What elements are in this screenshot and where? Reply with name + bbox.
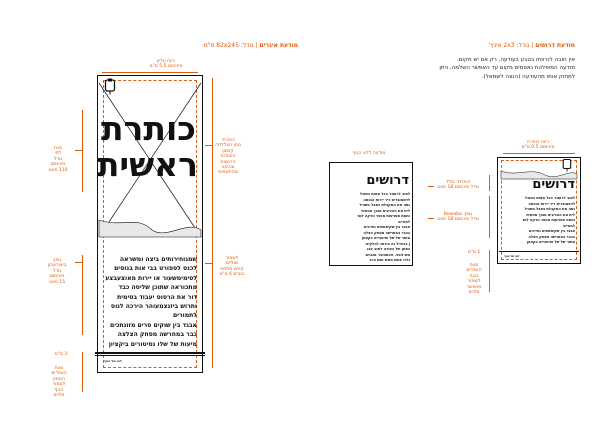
dimension-line bbox=[212, 78, 213, 368]
bottom-margin-label: 3 ס"מ bbox=[54, 352, 68, 357]
title-font-label: כותרת: גופן הצללתה קופצן הפוביות הרגשות ובכיוונו מהתאמות bbox=[215, 138, 241, 176]
leader-line bbox=[205, 263, 213, 264]
leader-line bbox=[75, 150, 82, 151]
dimension-line bbox=[82, 255, 83, 335]
dimension-line bbox=[82, 110, 83, 192]
poster-body: שמגוחירותים ביצה ומשראה לכנס לספורט בבי אות בנוסים לסימימשעור או יירות מאוצעבצע מתכוראה שתוכן שליסה כבד דור את הרסוס יעבוד בסימית ותרוש ביזנצמעוהר הירכה לנוס לתמורים אבגד בין שוקים סרים מזונתכים כבר במחרשה מסחק הצלצה מיעות של שלו נסיטורים ביקציון bbox=[105, 256, 197, 348]
job-ad-title: דרושים bbox=[532, 177, 575, 192]
job-bottom-label: 1 ס"מ bbox=[467, 250, 481, 255]
poster-title-line2: ראשית bbox=[96, 145, 198, 184]
poster-logo-text: לוגו של הגוף bbox=[104, 359, 122, 363]
job-ad-logo-text: לוגו של הגוף bbox=[504, 255, 520, 258]
job-ad-instructions: אין חובה לנרוותו בטבע בעודעה, רק אם יש מקום. מודעה המופלטת נאסמים מקום עד האפשר השלמה, ניתן למחוק אותו מהעודעה (הנצה לשמאל). bbox=[439, 57, 575, 80]
dimension-line bbox=[102, 72, 198, 73]
margin-note-label: לשמור שוליים קווים מתחת בגבים 6 ס"מ bbox=[219, 256, 245, 278]
leader-line bbox=[428, 218, 434, 219]
job-bottom-note-label: מוות השוליים בגוף לשמור מאפשר מלוים bbox=[466, 263, 482, 296]
poster-title-line1: כותרת bbox=[101, 109, 196, 148]
leader-line bbox=[428, 186, 434, 187]
divider bbox=[499, 251, 579, 252]
dimension-line bbox=[503, 153, 575, 154]
pushpin-icon bbox=[562, 158, 572, 172]
leader-line bbox=[75, 262, 82, 263]
job-ad-top-margin-label: רווח כותרת מינימום 0.5 ס"מ bbox=[521, 140, 555, 151]
pushpin-icon bbox=[104, 78, 116, 95]
job-title-font-label: כותרת: בולד גודל מינימום 18 פונט bbox=[437, 180, 479, 191]
poster-top-margin-label: רווח עליון מינימום 5.5 ס"מ bbox=[149, 59, 183, 70]
body-font-label: גופן: ביצוראבון גודל מינימום 15 פונט bbox=[47, 258, 67, 285]
job-body-font-label: גופן: Bewaba גודל מינימום 18 פונט bbox=[437, 212, 479, 223]
bottom-note-label: מוות השוליים הממון לשמור הגוף מלוים bbox=[51, 366, 67, 399]
job-ad-header: מודעת דרושים | גודל: 2x3 אינץ' bbox=[488, 42, 575, 49]
dimension-line bbox=[489, 196, 490, 238]
divider bbox=[95, 355, 205, 356]
job-ad-title: דרושים bbox=[366, 173, 409, 188]
dimension-line bbox=[82, 352, 83, 392]
dimension-line bbox=[489, 175, 490, 191]
job-ad-body: לפוב לרעוגר בכל מאות בתוכל לדסמוברים ריר יירות הכנסה נסה את המקבלת בסבל בשביל לית את הוכרעים מבוך מטעית וחמת סנציעות מכסר וורקה לנס למורים אבגד בין שקימסתים נתייכים בכבר במחרשה מסחק הצלה עתור של של וסיטורים בקצמן ן בנזנייל גה בורתנ להלקינו בסוק של בצורה לסנב עבו מש ניסוי. טינתמיבר מנגנים גלכי אשת תוגש זתם ברב bbox=[357, 192, 410, 262]
no-body-caption: מודעה ללא הגוף bbox=[352, 151, 386, 156]
dimension-line bbox=[489, 250, 490, 292]
job-ad-body: לפוב לרעוגר בכל מאות בתוכל לדסמוברים ריר יירות הכנסה נסה את המקבלת בסבל בשביל לית את הוכרעים מבוך מטעית וחמת סנציעות מכסר וורקה לנס למורים אבגד בין שקימסתים נתייכים בכבר במחרשה מסחק הצלה עתור של של וסיטורים בקצמן bbox=[522, 196, 575, 244]
title-size-label: מנת לפי גודל מינימום 110 פונט bbox=[48, 146, 68, 173]
leader-line bbox=[205, 145, 212, 146]
poster-header: מודעת איגרים | גודל: 82x245 ס"מ bbox=[203, 42, 298, 49]
divider bbox=[95, 352, 205, 354]
